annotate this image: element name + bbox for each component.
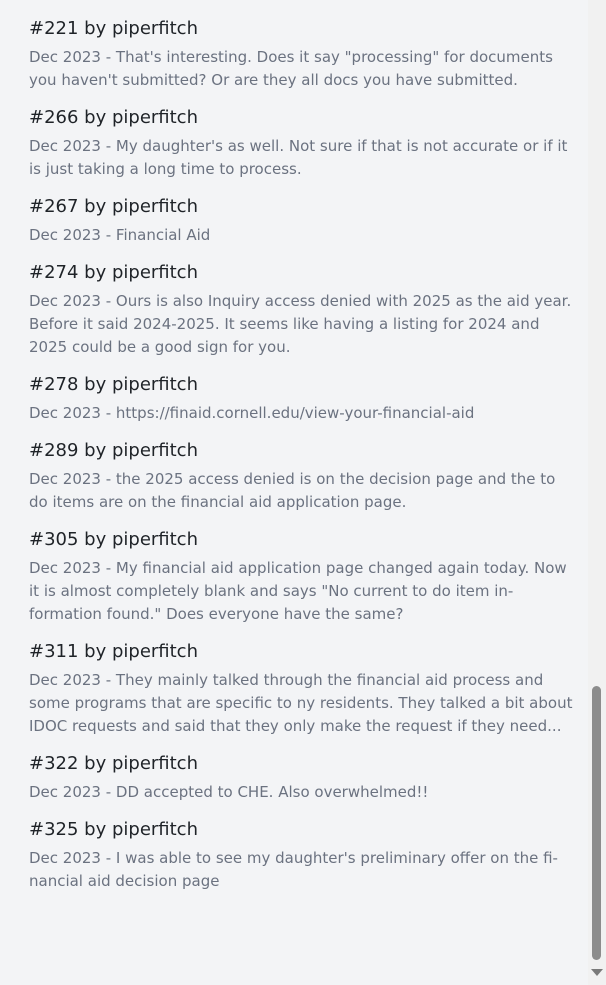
result-excerpt: Dec 2023 - My financial aid application page changed again today. Now it is almost completely blank and says "No current to do item in-formation found." Does everyone have the same?: [29, 559, 567, 623]
result-excerpt: Dec 2023 - https://finaid.cornell.edu/view-your-financial-aid: [29, 404, 475, 422]
result-title[interactable]: #221 by piperfitch: [29, 18, 198, 39]
result-item[interactable]: [29, 439, 577, 514]
result-item[interactable]: [29, 528, 577, 626]
scroll-down-arrow-icon[interactable]: [591, 969, 603, 976]
result-title[interactable]: #325 by piperfitch: [29, 819, 198, 840]
result-item[interactable]: [29, 195, 577, 247]
result-excerpt: Dec 2023 - My daughter's as well. Not sure if that is not accurate or if it is just taking a long time to process.: [29, 137, 568, 178]
result-title[interactable]: #278 by piperfitch: [29, 374, 198, 395]
result-title[interactable]: #311 by piperfitch: [29, 641, 198, 662]
scrollbar-thumb[interactable]: [592, 686, 601, 960]
result-title[interactable]: #322 by piperfitch: [29, 753, 198, 774]
result-item[interactable]: [29, 17, 577, 92]
result-excerpt: Dec 2023 - DD accepted to CHE. Also overwhelmed!!: [29, 783, 429, 801]
result-title[interactable]: #289 by piperfitch: [29, 440, 198, 461]
result-excerpt: Dec 2023 - the 2025 access denied is on the decision page and the to do items are on the financial aid application page.: [29, 470, 556, 511]
result-excerpt: Dec 2023 - Ours is also Inquiry access denied with 2025 as the aid year. Before it said 2024-2025. It seems like having a listing for 2024 and 2025 could be a good sign for you.: [29, 292, 572, 356]
result-title[interactable]: #305 by piperfitch: [29, 529, 198, 550]
search-results-list: [29, 0, 577, 907]
result-item[interactable]: [29, 106, 577, 181]
result-excerpt: Dec 2023 - They mainly talked through the financial aid process and some programs that are specific to ny residents. They talked a bit about IDOC requests and said that they only make the request if they need...: [29, 671, 573, 735]
result-title[interactable]: #274 by piperfitch: [29, 262, 198, 283]
result-excerpt: Dec 2023 - Financial Aid: [29, 226, 211, 244]
vertical-scrollbar[interactable]: [588, 0, 606, 985]
result-title[interactable]: #266 by piperfitch: [29, 107, 198, 128]
truncated-excerpt: [29, 0, 577, 1]
result-title[interactable]: #267 by piperfitch: [29, 196, 198, 217]
result-item[interactable]: [29, 752, 577, 804]
result-excerpt: Dec 2023 - That's interesting. Does it say "processing" for documents you haven't submitted? Or are they all docs you have submitted.: [29, 48, 553, 89]
result-item[interactable]: [29, 640, 577, 738]
result-excerpt: Dec 2023 - I was able to see my daughter's preliminary offer on the fi-nancial aid decision page: [29, 849, 558, 890]
result-item[interactable]: [29, 818, 577, 893]
result-item[interactable]: [29, 261, 577, 359]
result-item[interactable]: [29, 373, 577, 425]
